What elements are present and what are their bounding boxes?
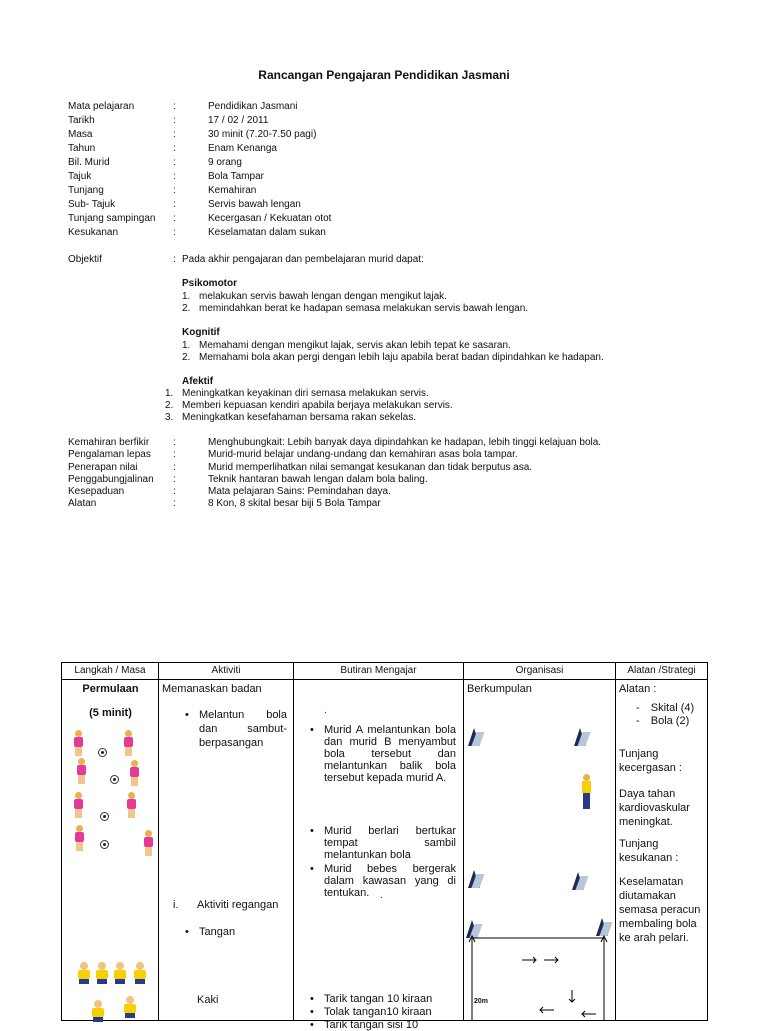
aktiviti-regangan: Aktiviti regangan	[197, 899, 279, 911]
butiran-bullet: • Murid berlari bertukar tempat sambil melantunkan bola	[324, 825, 456, 861]
kognitif-item: 1. Memahami dengan mengikut lajak, servis akan lebih tepat ke sasaran.	[182, 340, 511, 351]
document-title: Rancangan Pengajaran Pendidikan Jasmani	[258, 68, 510, 82]
dot: .	[324, 705, 327, 716]
daya-tahan: Daya tahan kardiovaskular meningkat.	[619, 788, 690, 828]
row-label: Penerapan nilai	[68, 461, 138, 473]
psikomotor-heading: Psikomotor	[182, 278, 238, 289]
row-value: Murid memperlihatkan nilai semangat kesukanan dan tidak berputus asa.	[208, 461, 533, 473]
alatan-cell	[616, 680, 707, 1020]
aktiviti-tangan: • Tangan	[199, 926, 235, 938]
distance-label: 20m	[474, 998, 489, 1005]
row-label: Mata pelajaran	[68, 101, 135, 112]
row-label: Kesepaduan	[68, 486, 125, 498]
langkah-title: Permulaan	[82, 683, 139, 695]
row-value: 17 / 02 / 2011	[208, 115, 269, 126]
tunjang-kecergasan: Tunjang kecergasan :	[619, 748, 682, 774]
butiran-bullet: • Tarik tangan 10 kiraan	[324, 993, 432, 1005]
aktiviti-heading: Memanaskan badan	[162, 683, 262, 695]
row-label: Masa	[68, 129, 93, 140]
row-label: Tajuk	[68, 171, 92, 182]
butiran-bullet: • Tarik tangan sisi 10	[324, 1019, 456, 1031]
aktiviti-bullet: • Melantun bola dan sambut-berpasangan	[199, 708, 287, 750]
colon: :	[173, 171, 176, 182]
row-value: Bola Tampar	[208, 171, 264, 182]
colon: :	[173, 473, 176, 485]
colon: :	[173, 461, 176, 473]
colon: :	[173, 449, 176, 461]
row-value: 30 minit (7.20-7.50 pagi)	[208, 129, 317, 140]
row-label: Tahun	[68, 143, 96, 154]
colon: :	[173, 115, 176, 126]
alatan-item: - Bola (2)	[636, 715, 690, 727]
row-value: Menghubungkait: Lebih banyak daya dipindahkan ke hadapan, lebih tinggi kelajuan bola.	[208, 437, 602, 448]
row-label: Kesukanan	[68, 227, 119, 238]
langkah-time: (5 minit)	[89, 707, 132, 719]
dot: .	[380, 890, 383, 901]
header-aktiviti: Aktiviti	[159, 663, 294, 680]
colon: :	[173, 185, 176, 196]
langkah-cell	[62, 680, 158, 1020]
row-value: Kemahiran	[208, 185, 257, 196]
row-label: Sub- Tajuk	[68, 199, 116, 210]
alatan-item: - Skital (4)	[636, 702, 695, 714]
butiran-bullet: • Murid A melantunkan bola dan murid B menyambut bola tersebut dan melantunkan balik bola tersebut kepada murid A.	[324, 724, 456, 784]
afektif-heading: Afektif	[182, 376, 214, 387]
header-langkah: Langkah / Masa	[62, 663, 159, 680]
objektif-intro: Pada akhir pengajaran dan pembelajaran murid dapat:	[182, 254, 424, 265]
row-value: Pendidikan Jasmani	[208, 101, 298, 112]
colon: :	[173, 199, 176, 210]
tunjang-kesukanan: Tunjang kesukanan :	[619, 838, 679, 864]
colon: :	[173, 498, 176, 510]
row-label: Bil. Murid	[68, 157, 110, 168]
row-value: Teknik hantaran bawah lengan dalam bola baling.	[208, 473, 428, 485]
afektif-item: 3. Meningkatkan kesefahaman bersama rakan sekelas.	[165, 412, 417, 423]
colon: :	[173, 157, 176, 168]
colon: :	[173, 101, 176, 112]
row-value: Kecergasan / Kekuatan otot	[208, 213, 332, 224]
colon: :	[173, 213, 176, 224]
header-butiran: Butiran Mengajar	[294, 663, 464, 680]
row-value: 8 Kon, 8 skital besar biji 5 Bola Tampar	[208, 498, 381, 510]
organisasi-cell	[464, 680, 615, 1020]
colon: :	[173, 143, 176, 154]
row-value: Murid-murid belajar undang-undang dan kemahiran asas bola tampar.	[208, 449, 518, 461]
row-value: Keselamatan dalam sukan	[208, 227, 326, 238]
organisasi-heading: Berkumpulan	[467, 683, 532, 695]
row-label: Penggabungjalinan	[68, 473, 154, 485]
butiran-bullet: • Tolak tangan10 kiraan	[324, 1006, 432, 1018]
butiran-bullet: • Murid bebes bergerak dalam kawasan yang di tentukan.	[324, 863, 456, 899]
psikomotor-item: 1. melakukan servis bawah lengan dengan mengikut lajak.	[182, 291, 447, 302]
header-organisasi: Organisasi	[464, 663, 616, 680]
colon: :	[173, 437, 176, 448]
kognitif-heading: Kognitif	[182, 327, 220, 338]
colon: :	[173, 254, 176, 265]
header-alatan: Alatan /Strategi	[616, 663, 708, 680]
stretching-illustration	[76, 962, 156, 1020]
row-label: Tunjang sampingan	[68, 213, 156, 224]
row-value: Servis bawah lengan	[208, 199, 301, 210]
objektif-label: Objektif	[68, 254, 102, 265]
alatan-heading: Alatan :	[619, 683, 657, 695]
roman-numeral: i.	[173, 899, 179, 911]
kids-ball-illustration	[70, 730, 155, 860]
colon: :	[173, 129, 176, 140]
row-value: Enam Kenanga	[208, 143, 277, 154]
row-label: Alatan	[68, 498, 97, 510]
colon: :	[173, 486, 176, 498]
kognitif-item: 2. Memahami bola akan pergi dengan lebih laju apabila berat badan dipindahkan ke hadapan.	[182, 352, 604, 363]
colon: :	[173, 227, 176, 238]
afektif-item: 2. Memberi kepuasan kendiri apabila berjaya melakukan servis.	[165, 400, 453, 411]
lesson-plan-table	[61, 662, 708, 1031]
row-value: 9 orang	[208, 157, 242, 168]
row-label: Pengalaman lepas	[68, 449, 151, 461]
psikomotor-item: 2. memindahkan berat ke hadapan semasa melakukan servis bawah lengan.	[182, 303, 529, 314]
row-value: Mata pelajaran Sains: Pemindahan daya.	[208, 486, 391, 498]
aktiviti-kaki: Kaki	[197, 994, 219, 1006]
row-label: Tarikh	[68, 115, 95, 126]
row-label: Tunjang	[68, 185, 104, 196]
butiran-cell	[294, 680, 463, 1031]
court-diagram	[464, 680, 616, 1020]
keselamatan: Keselamatan diutamakan semasa peracun membaling bola ke arah pelari.	[619, 876, 701, 944]
row-label: Kemahiran berfikir	[68, 437, 150, 448]
aktiviti-cell	[159, 680, 293, 1020]
afektif-item: 1. Meningkatkan keyakinan diri semasa melakukan servis.	[165, 388, 429, 399]
